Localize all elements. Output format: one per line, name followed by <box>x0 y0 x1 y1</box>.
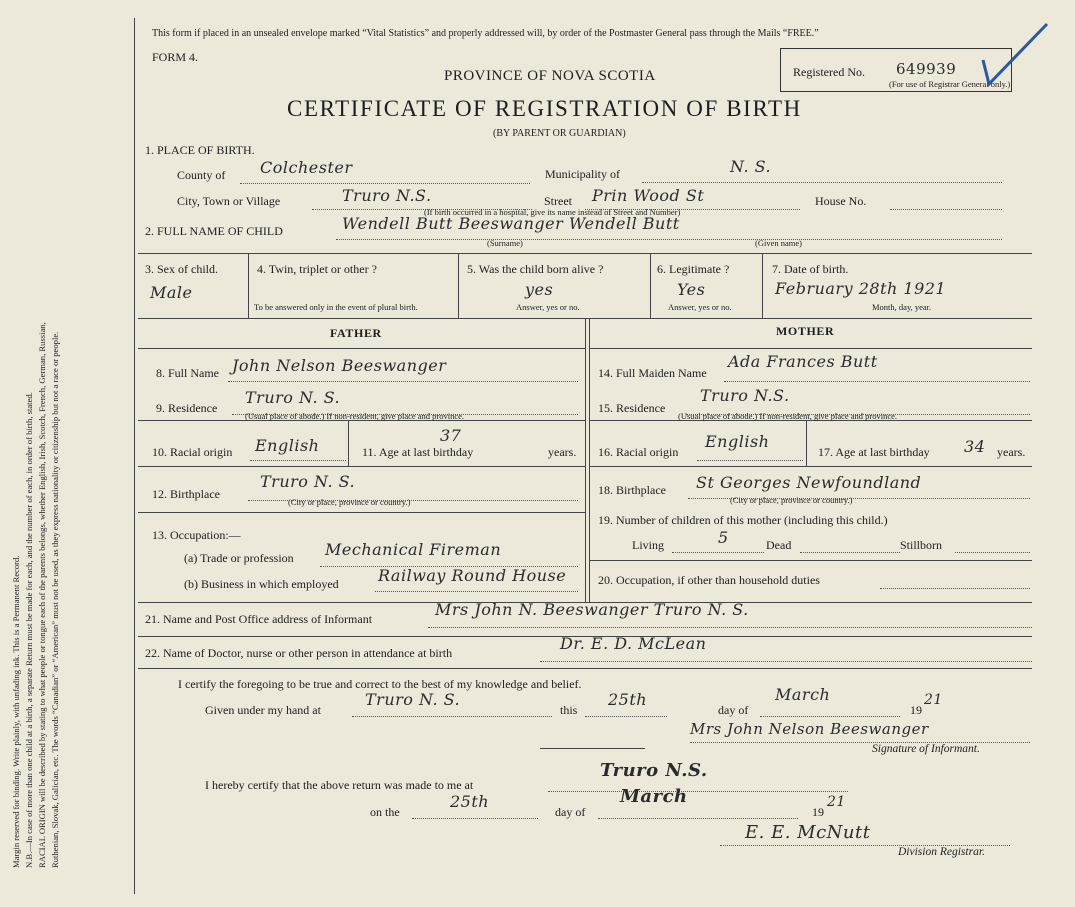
registrar-label: Division Registrar. <box>898 846 985 858</box>
registrar-text: I hereby certify that the above return was made to me at <box>205 778 474 792</box>
hospital-note: (If birth occurred in a hospital, give its name instead of Street and Number) <box>424 207 681 217</box>
certify-day-value: 25th <box>608 690 648 709</box>
mother-name-value: Ada Frances Butt <box>728 352 878 371</box>
father-age-label: 11. Age at last birthday <box>362 445 474 459</box>
given-label: Given under my hand at <box>205 703 321 717</box>
father-trade-label: (a) Trade or profession <box>184 551 294 565</box>
registrar-on-the-label: on the <box>370 805 400 819</box>
father-years-label: years. <box>548 445 577 459</box>
mother-race-value: English <box>705 432 770 451</box>
registered-note: (For use of Registrar General only.) <box>889 79 1011 89</box>
surname-note: (Surname) <box>487 238 523 248</box>
sex-value: Male <box>150 283 193 302</box>
father-heading: FATHER <box>330 326 382 340</box>
twin-note: To be answered only in the event of plural birth. <box>254 302 418 312</box>
margin-line-1: Margin reserved for binding. Write plainly, with unfading ink. This is a Permanent Record. <box>11 555 21 868</box>
living-label: Living <box>632 538 664 552</box>
alive-label: 5. Was the child born alive ? <box>467 262 604 276</box>
certify-day-of-label: day of <box>718 703 749 717</box>
child-name-value: Wendell Butt Beeswanger Wendell Butt <box>342 214 680 233</box>
mother-birthplace-label: 18. Birthplace <box>598 483 666 497</box>
father-business-value: Railway Round House <box>378 566 567 585</box>
check-mark-icon <box>975 20 1055 90</box>
father-occupation-label: 13. Occupation:— <box>152 528 241 542</box>
margin-line-3: RACIAL ORIGIN will be described by stating to what people or tongue each of the parents belongs, whether English, Irish, Scotch, French, German, Russian, <box>37 322 47 868</box>
street-label: Street <box>544 194 572 208</box>
certify-year-value: 21 <box>924 692 943 708</box>
certificate-subtitle: (BY PARENT OR GUARDIAN) <box>493 128 626 139</box>
mother-residence-label: 15. Residence <box>598 401 666 415</box>
legit-note: Answer, yes or no. <box>668 302 732 312</box>
alive-value: yes <box>525 280 554 299</box>
registrar-place-value: Truro N.S. <box>600 760 708 781</box>
municipality-label: Municipality of <box>545 167 620 181</box>
father-age-value: 37 <box>440 426 462 445</box>
margin-divider <box>134 18 135 894</box>
house-label: House No. <box>815 194 867 208</box>
father-trade-value: Mechanical Fireman <box>325 540 502 559</box>
legit-value: Yes <box>677 280 706 299</box>
father-name-value: John Nelson Beeswanger <box>232 356 447 375</box>
father-residence-note: (Usual place of abode.) If non-resident, give place and province. <box>245 411 465 421</box>
father-business-label: (b) Business in which employed <box>184 577 339 591</box>
mother-birthplace-value: St Georges Newfoundland <box>696 473 922 492</box>
signature-label: Signature of Informant. <box>872 743 980 755</box>
certify-text: I certify the foregoing to be true and correct to the best of my knowledge and belief. <box>178 677 582 691</box>
certify-month-value: March <box>775 685 831 704</box>
registrar-day-of-label: day of <box>555 805 586 819</box>
father-birthplace-value: Truro N. S. <box>260 472 356 491</box>
place-section-label: 1. PLACE OF BIRTH. <box>145 143 255 157</box>
mother-children-label: 19. Number of children of this mother (including this child.) <box>598 513 888 527</box>
dob-label: 7. Date of birth. <box>772 262 849 276</box>
municipality-value: N. S. <box>730 157 772 176</box>
county-label: County of <box>177 168 226 182</box>
margin-notes <box>10 0 62 868</box>
mother-race-label: 16. Racial origin <box>598 445 679 459</box>
registered-number: 649939 <box>896 60 957 78</box>
father-race-value: English <box>255 436 320 455</box>
given-name-note: (Given name) <box>755 238 802 248</box>
informant-value: Mrs John N. Beeswanger Truro N. S. <box>435 600 749 619</box>
father-birthplace-label: 12. Birthplace <box>152 487 220 501</box>
postal-notice: This form if placed in an unsealed envelope marked “Vital Statistics” and properly addressed will, by order of the Postmaster General pass through the Mails “FREE.” <box>152 28 819 39</box>
registrar-year-prefix: 19 <box>812 805 824 819</box>
registered-label: Registered No. <box>793 65 865 79</box>
father-race-label: 10. Racial origin <box>152 445 233 459</box>
informant-signature: Mrs John Nelson Beeswanger <box>690 720 929 738</box>
certificate-title: CERTIFICATE OF REGISTRATION OF BIRTH <box>287 96 802 121</box>
dob-note: Month, day, year. <box>872 302 932 312</box>
doctor-value: Dr. E. D. McLean <box>560 634 707 653</box>
mother-age-label: 17. Age at last birthday <box>818 445 930 459</box>
given-place-value: Truro N. S. <box>365 690 461 709</box>
margin-line-2: N.B.—In case of more than one child at a birth, a separate Return must be made for each, and the number of each, in order of birth, stated. <box>24 392 34 868</box>
registrar-signature: E. E. McNutt <box>745 822 871 843</box>
legit-label: 6. Legitimate ? <box>657 262 730 276</box>
father-name-label: 8. Full Name <box>156 366 219 380</box>
county-value: Colchester <box>260 158 353 177</box>
stillborn-label: Stillborn <box>900 538 943 552</box>
father-residence-value: Truro N. S. <box>245 388 341 407</box>
mother-residence-value: Truro N.S. <box>700 386 790 405</box>
city-value: Truro N.S. <box>342 186 432 205</box>
child-name-label: 2. FULL NAME OF CHILD <box>145 224 283 238</box>
registrar-day-value: 25th <box>450 792 490 811</box>
mother-age-value: 34 <box>964 437 986 456</box>
city-label: City, Town or Village <box>177 194 281 208</box>
certify-year-prefix: 19 <box>910 703 922 717</box>
doctor-label: 22. Name of Doctor, nurse or other person in attendance at birth <box>145 646 453 660</box>
living-value: 5 <box>718 528 729 547</box>
province-title: PROVINCE OF NOVA SCOTIA <box>444 68 656 84</box>
dob-value: February 28th 1921 <box>775 279 947 298</box>
twin-label: 4. Twin, triplet or other ? <box>257 262 377 276</box>
father-residence-label: 9. Residence <box>156 401 218 415</box>
this-label: this <box>560 703 578 717</box>
mother-heading: MOTHER <box>776 324 835 338</box>
alive-note: Answer, yes or no. <box>516 302 580 312</box>
informant-label: 21. Name and Post Office address of Informant <box>145 612 373 626</box>
mother-name-label: 14. Full Maiden Name <box>598 366 707 380</box>
mother-birthplace-note: (City or place, province or country.) <box>730 495 853 505</box>
sex-label: 3. Sex of child. <box>145 262 218 276</box>
mother-occupation-label: 20. Occupation, if other than household duties <box>598 573 820 587</box>
mother-years-label: years. <box>997 445 1026 459</box>
registrar-month-value: March <box>620 786 688 807</box>
father-birthplace-note: (City or place, province or country.) <box>288 497 411 507</box>
form-number: FORM 4. <box>152 50 199 64</box>
registrar-year-value: 21 <box>827 794 846 810</box>
margin-line-4: Ruthenian, Slovak, Galician, etc. The words “Canadian” or “American” must not be used, as they express nationality or citizenship but not a race or people. <box>50 331 60 868</box>
mother-residence-note: (Usual place of abode.) If non-resident, give place and province. <box>678 411 898 421</box>
street-value: Prin Wood St <box>592 186 705 205</box>
dead-label: Dead <box>766 538 792 552</box>
